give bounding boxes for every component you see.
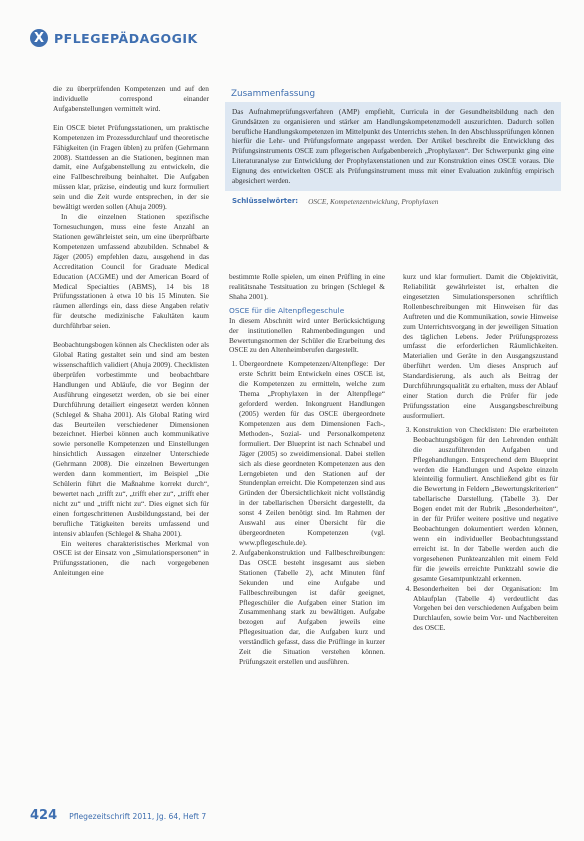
paragraph: In die einzelnen Stationen spezifische Tornesuchungen, muss eine feste Anzahl an Stationen gewährleistet sein, um eine überprüfbarte Kompetenzen umfassend abzubilden. Schnabel & Jäger (2005) empfehlen dazu, ausgehend in das Accreditation Council for Graduate Medical Education (ACGME) und der American Board of Medical Specialties (ABMS), 14 bis 18 Prüfungsstationen à etwa 10 bis 15 Minuten. Sie räumen allerdings ein, dass diese Angaben relativ für deutsche medizinische Fakultäten kaum durchführbar seien. — [53, 212, 209, 331]
column-left — [53, 84, 209, 578]
summary-box — [225, 84, 561, 255]
paragraph: die zu überprüfenden Kompetenzen und auf den individuelle correspond einander Aufgabenstellungen vermittelt wird. — [53, 84, 209, 113]
page-number: 424 — [30, 808, 58, 823]
list-item: 4. Besonderheiten bei der Organisation: Im Ablaufplan (Tabelle 4) verdeutlicht das Vorgehen bei den verschiedenen Aufgaben beim Durchlaufen, sowie beim Vor- und Nachbereiten des OSCE. — [413, 584, 558, 634]
journal-citation: Pflegezeitschrift 2011, Jg. 64, Heft 7 — [69, 812, 207, 821]
paragraph: bestimmte Rolle spielen, um einen Prüfling in eine realitätsnahe Testsituation zu bringen (Schlegel & Shaha 2001). — [229, 272, 385, 301]
keywords-label: Schlüsselwörter: — [232, 197, 299, 206]
paragraph: Beobachtungsbogen können als Checklisten oder als Global Rating gestaltet sein und sind am besten wissenschaftlich validiert (Ahuja 2009). Checklisten überprüfen vorbestimmte und beobachtbare Handlungen und Abläufe, die vor Beginn der Ausführung eingesetzt werden, ob sie bei einer Durchführung detailiert eingesetzt werden können (Schlegel & Shaha 2001). Als Global Rating wird das Beurteilen verschiedener Dimensionen bezeichnet. Hierbei können auch kommunikative sowie personelle Kompetenzen und Einstellungen hinsichtlich Aussagen einzelner Unterschiede (Gehrmann 2008). Die einzelnen Bewertungen werden dann kommentiert, im Beispiel „Die Schülerin führt die Maßnahme korrekt durch“, bewertet nach „trifft zu“, „trifft eher zu“, „trifft eher nicht zu“ und „trifft nicht zu“. Dies eignet sich für einen fortgeschrittenen Ausbildungsstand, bei der berufliche Tätigkeiten bereits umfassend und intensiv ablaufen (Schlegel & Shaha 2001). — [53, 340, 209, 538]
list-item: 1. Übergeordnete Kompetenzen/Altenpflege: Der erste Schritt beim Entwickeln eines OSCE ist, die Kompetenzen zu ermitteln, welche zum Thema „Prophylaxen in der Altenpflege“ geforderd werden. Inkongruent Handlungen (2005) werden für das OSCE übergeordnete Kompetenzen aus dem Dimensionen Fach-, Methoden-, Sozial- und Personalkompetenz formuliert. Der Blueprint ist nach Schnabel und Jäger (2005) so zweidimensional. Dabei stellen sich als diese geordneten Kompetenzen aus den Lerngebieten und den Stationen auf der Stundenplan erreicht. Die Kompetenzen sind aus Gründen der Übersichtlichkeit nicht vollständig in der tabellarischen Übersicht dargestellt, da sonst 4 Zeilen benötigt sind. Im Rahmen der Auswahl aus einer Übersicht für die übergeordneten Kompetenzen (vgl. www.pflegeschule.de). — [239, 359, 385, 548]
column-right — [403, 272, 558, 633]
journal-logo-icon — [30, 29, 48, 47]
keywords-row — [225, 197, 561, 207]
page-footer — [30, 808, 206, 823]
paragraph: kurz und klar formuliert. Damit die Objektivität, Reliabilität gewährleistet ist, erhalten die eingesetzten Simulationspersonen schriftlich Rollenbeschreibungen mit Hinweisen für das Auftreten und die Kommunikation, sowie Hinweise zum Unterrichtsvorgang in der jeweiligen Situation des täglichen Lebens. Jeder Prüfungsprozess umfasst die erforderlichen Räumlichkeiten. Materialien und Geräte in den Ausgangszustand überführt werden. Um dieses Anspruch auf Standardisierung, als auch als Beitrag der Durchführungsqualität zu erhalten, muss der Ablauf einer Station durch die Prüfer für jede Prüfungsstation eine Ausgangsbeschreibung ausformuliert. — [403, 272, 558, 420]
page-header — [30, 28, 198, 48]
paragraph: Ein OSCE bietet Prüfungsstationen, um praktische Kompetenzen im Prozessdurchlauf und theoretische Fähigkeiten (in Fragen üblen) zu prüfen (Gehrmann 2008). Stattdessen an die Stationen, beginnen man damit, eine Aufgabenstellung zu entwickeln, die eine Fallbeschreibung beinhaltet. Die Aufgaben müssen klar, präzise, eindeutig und kurz formuliert sein und die Zeit wurde entsprechen, in der sie bewältigt werden sollen (Ahuja 2009). — [53, 122, 209, 212]
list-item: 2. Aufgabenkonstruktion und Fallbeschreibungen: Das OSCE besteht insgesamt aus sieben Stationen (Tabelle 2), acht Minuten fünf Sekunden und eine Aufgabe und Fallbeschreibungen ist dafür geeignet, Pflegeschüler die Aufgaben einer Station im Zusammenhang stark zu bewältigen. Aufgabe bezogen auf Aufgaben jeweils eine Pflegesituation dar, die Aufgaben kurz und verständlich gefasst, dass die Prüflinge in kurzer Zeit die Situation verstehen können. Prüfungszeit erstellen und ausführen. — [239, 548, 385, 667]
subheading: OSCE für die Altenpflegeschule — [229, 305, 345, 315]
list-item: 3. Konstruktion von Checklisten: Die erarbeiteten Beobachtungsbögen für den Lehrenden enthält die auszuführenden Aufgaben und Pflegehandlungen. Entsprechend dem Blueprint werden die Handlungen und Aspekte einzeln kleinteilig formuliert. Anschließend gibt es für die Bewertung in Feldern „Bewertungskriterien“ tabellarische Darstellung. (Tabelle 3). Der Bogen endet mit der Rubrik „Besonderheiten“, in der für Prüfer weitere positive und negative Beobachtungen dokumentiert werden können, wenn ein individueller Beobachtungsstand erreicht ist. In der Tabelle werden auch die vorgesehenen Punkteanzahlen mit einem Feld für die jeweils erreichte Punktzahl sowie die gesamte Gesamtpunktzahl erkennen. — [413, 425, 558, 584]
summary-text: Das Aufnahmeprüfungsverfahren (AMP) empfiehlt, Curricula in der Gesundheitsbildung nach den Grundsätzen zu organisieren und stärker am Handlungskompetenzmodell auszurichten. Dadurch sollen berufliche Handlungskompetenzen im Mittelpunkt des Unterrichts stehen. In den Abschlussprüfungen können hierfür die Lehr- und Prüfungsformate angepasst werden. Der Artikel beschreibt die Entwicklung des Prüfungsinstruments OSCE zum pflegerischen Aufgabenbereich „Prophylaxen“. Der Schwerpunkt ging eine Literaturanalyse zur Entwicklung der Prophylaxenstationen und zur Konstruktion eines OSCE voraus. Die Eignung des entwickelten OSCE als Prüfungsinstrument muss mit einer Evaluation zukünftig empirisch abgesichert werden. — [225, 102, 561, 191]
numbered-list — [229, 359, 385, 667]
keywords-value: OSCE, Kompetenzentwicklung, Prophylaxen — [308, 197, 439, 207]
paragraph: In diesem Abschnitt wird unter Berücksichtigung der institutionellen Rahmenbedingungen und Bewertungsnormen der Schüler die Erarbeitung des OSCE zu den Altenheimberufen dargestellt. — [229, 315, 385, 355]
column-middle — [229, 272, 385, 667]
paragraph: Ein weiteres charakteristisches Merkmal von OSCE ist der Einsatz von „Simulationspersonen“ in Prüfungsstationen, die nach vorgegebenen Anleitungen eine — [53, 538, 209, 578]
summary-heading: Zusammenfassung — [225, 84, 561, 102]
numbered-list — [403, 425, 558, 633]
logo-glyph: X — [33, 30, 45, 46]
section-title: PFLEGEPÄDAGOGIK — [54, 30, 198, 46]
